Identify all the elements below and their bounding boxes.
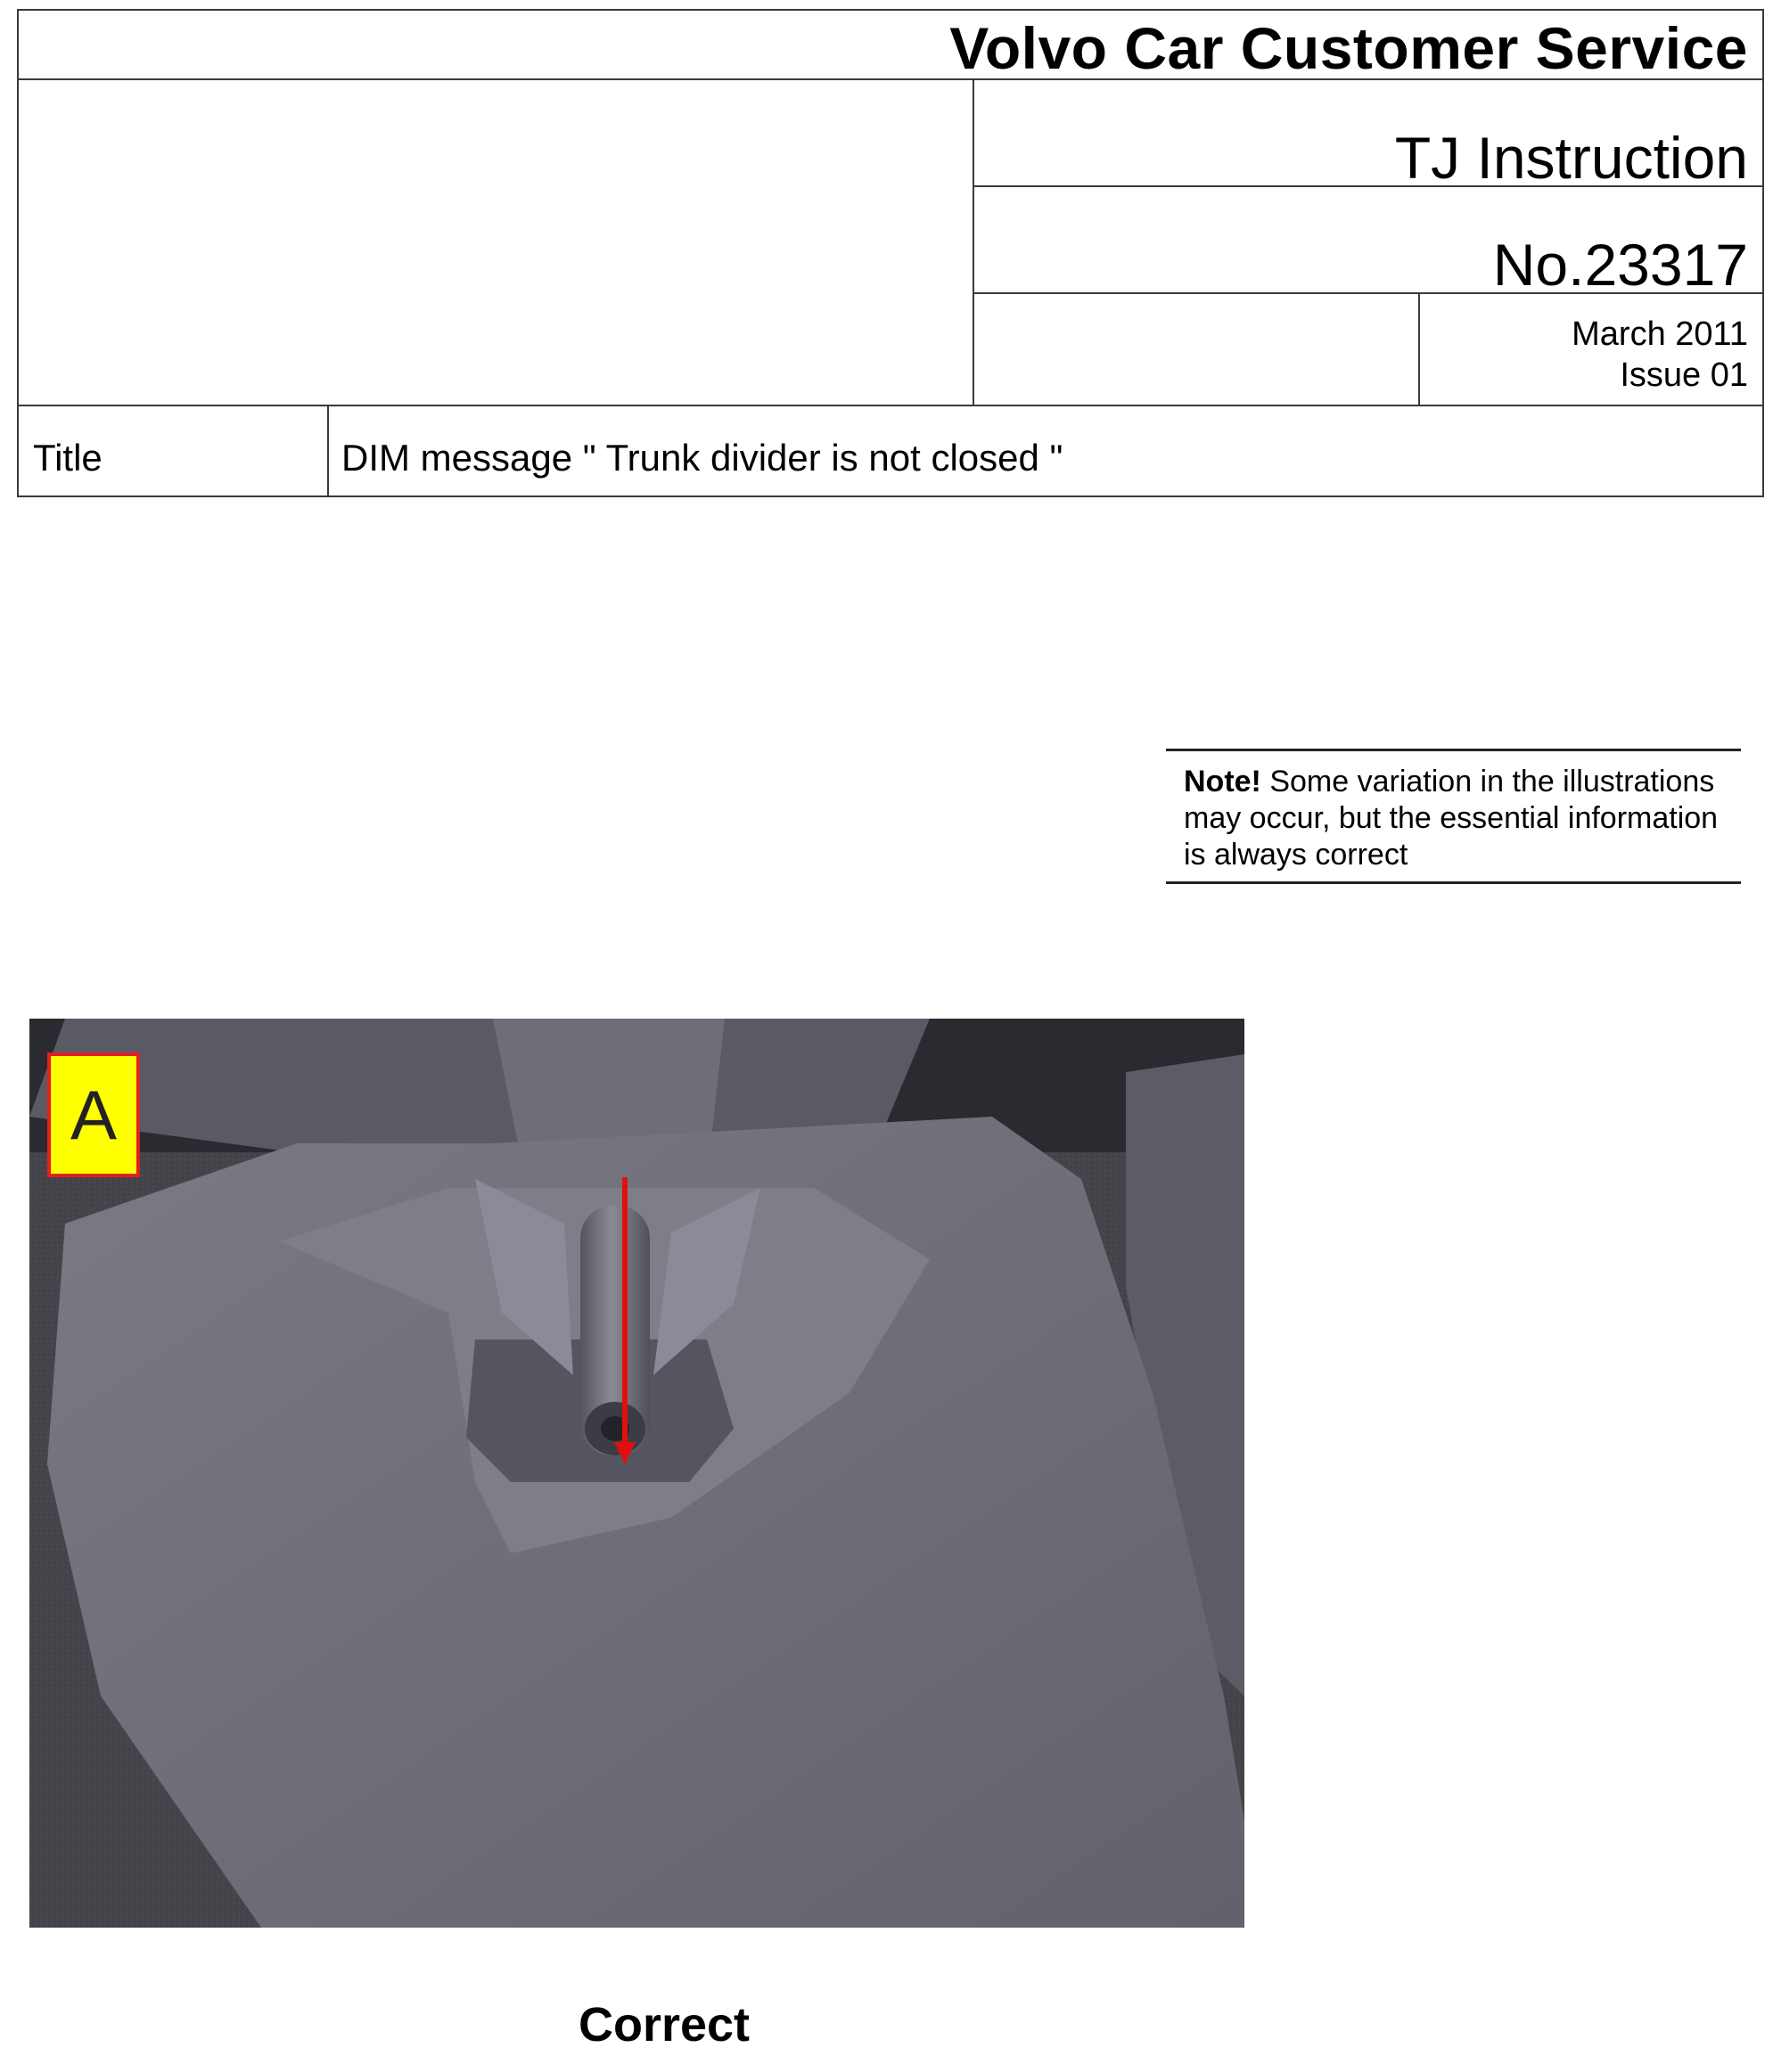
- brand-title: Volvo Car Customer Service: [949, 15, 1748, 81]
- figure-label: A: [47, 1052, 140, 1177]
- note-heading: Note!: [1184, 765, 1261, 798]
- doc-issue: Issue 01: [1620, 356, 1748, 394]
- trunk-divider-photo: [29, 1019, 1244, 1928]
- doc-date: March 2011: [1572, 315, 1748, 353]
- note-box: [1166, 749, 1741, 884]
- doc-number: No.23317: [1492, 232, 1748, 298]
- header-divider: [1418, 292, 1420, 406]
- title-text: DIM message " Trunk divider is not closed ": [341, 437, 1063, 479]
- doc-date-block: [1572, 314, 1748, 396]
- note-text: Some variation in the illustrations may occur, but the essential information is always correct: [1184, 765, 1719, 872]
- doc-type: TJ Instruction: [1394, 125, 1748, 191]
- header-divider: [19, 405, 1762, 406]
- header-divider: [973, 80, 974, 406]
- photo-illustration: [29, 1019, 1244, 1928]
- figure-caption: Correct: [578, 1998, 751, 2052]
- header-divider: [327, 406, 329, 495]
- header-table: [17, 9, 1764, 497]
- title-label: Title: [33, 437, 103, 479]
